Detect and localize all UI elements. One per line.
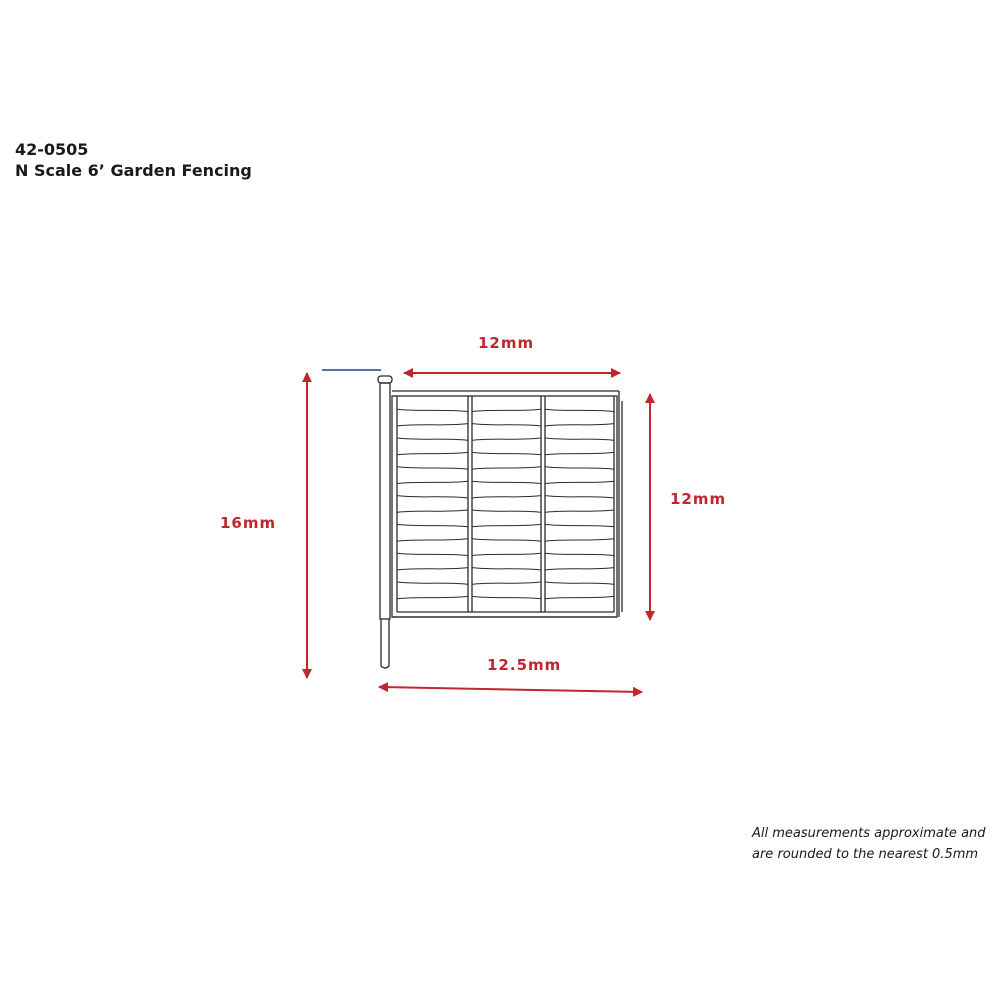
fence-slat — [397, 424, 468, 426]
fence-slat — [472, 496, 541, 498]
fence-slat — [397, 553, 468, 555]
fence-slat — [397, 409, 468, 411]
fence-slat — [472, 409, 541, 411]
fence-slat — [545, 568, 614, 570]
fence-slat — [472, 481, 541, 483]
product-name: N Scale 6’ Garden Fencing — [15, 161, 252, 180]
fence-slat — [397, 496, 468, 498]
fence-slat — [545, 539, 614, 541]
fence-slat — [545, 481, 614, 483]
fence-slat — [397, 438, 468, 440]
fence-slat — [472, 568, 541, 570]
fence-slat — [545, 582, 614, 584]
measurement-note-line-2: are rounded to the nearest 0.5mm — [752, 847, 979, 862]
fence-slat — [472, 553, 541, 555]
fence-slat — [545, 510, 614, 512]
fence-slat — [472, 452, 541, 454]
dimension-label-overall-width: 12.5mm — [487, 656, 562, 674]
fence-slat — [397, 539, 468, 541]
fence-slat — [397, 467, 468, 469]
measurement-note-line-1: All measurements approximate and — [752, 826, 986, 841]
fence-slat — [545, 553, 614, 555]
fence-slat — [472, 467, 541, 469]
fence-slat — [397, 582, 468, 584]
fence-slat — [545, 452, 614, 454]
fence-slat — [397, 481, 468, 483]
fence-slat — [472, 539, 541, 541]
fence-slat — [397, 596, 468, 598]
fence-slat — [545, 438, 614, 440]
dimension-arrow-bottom — [379, 687, 642, 692]
fence-slat — [397, 510, 468, 512]
fence-slats — [397, 409, 614, 599]
fence-slat — [397, 568, 468, 570]
fence-post — [378, 376, 392, 668]
fence-slat — [472, 424, 541, 426]
fence-slat — [472, 510, 541, 512]
fence-slat — [472, 582, 541, 584]
fence-slat — [472, 438, 541, 440]
fence-slat — [545, 596, 614, 598]
fence-slat — [397, 524, 468, 526]
fence-slat — [472, 596, 541, 598]
dimension-label-height: 16mm — [220, 514, 277, 532]
fence-slat — [545, 467, 614, 469]
dimension-label-top-width: 12mm — [478, 334, 535, 352]
fence-slat — [545, 496, 614, 498]
fence-slat — [472, 524, 541, 526]
fence-slat — [545, 524, 614, 526]
fence-slat — [397, 452, 468, 454]
fence-slat — [545, 424, 614, 426]
dimension-label-panel-height: 12mm — [670, 490, 727, 508]
fence-slat — [545, 409, 614, 411]
product-code: 42-0505 — [15, 140, 89, 159]
